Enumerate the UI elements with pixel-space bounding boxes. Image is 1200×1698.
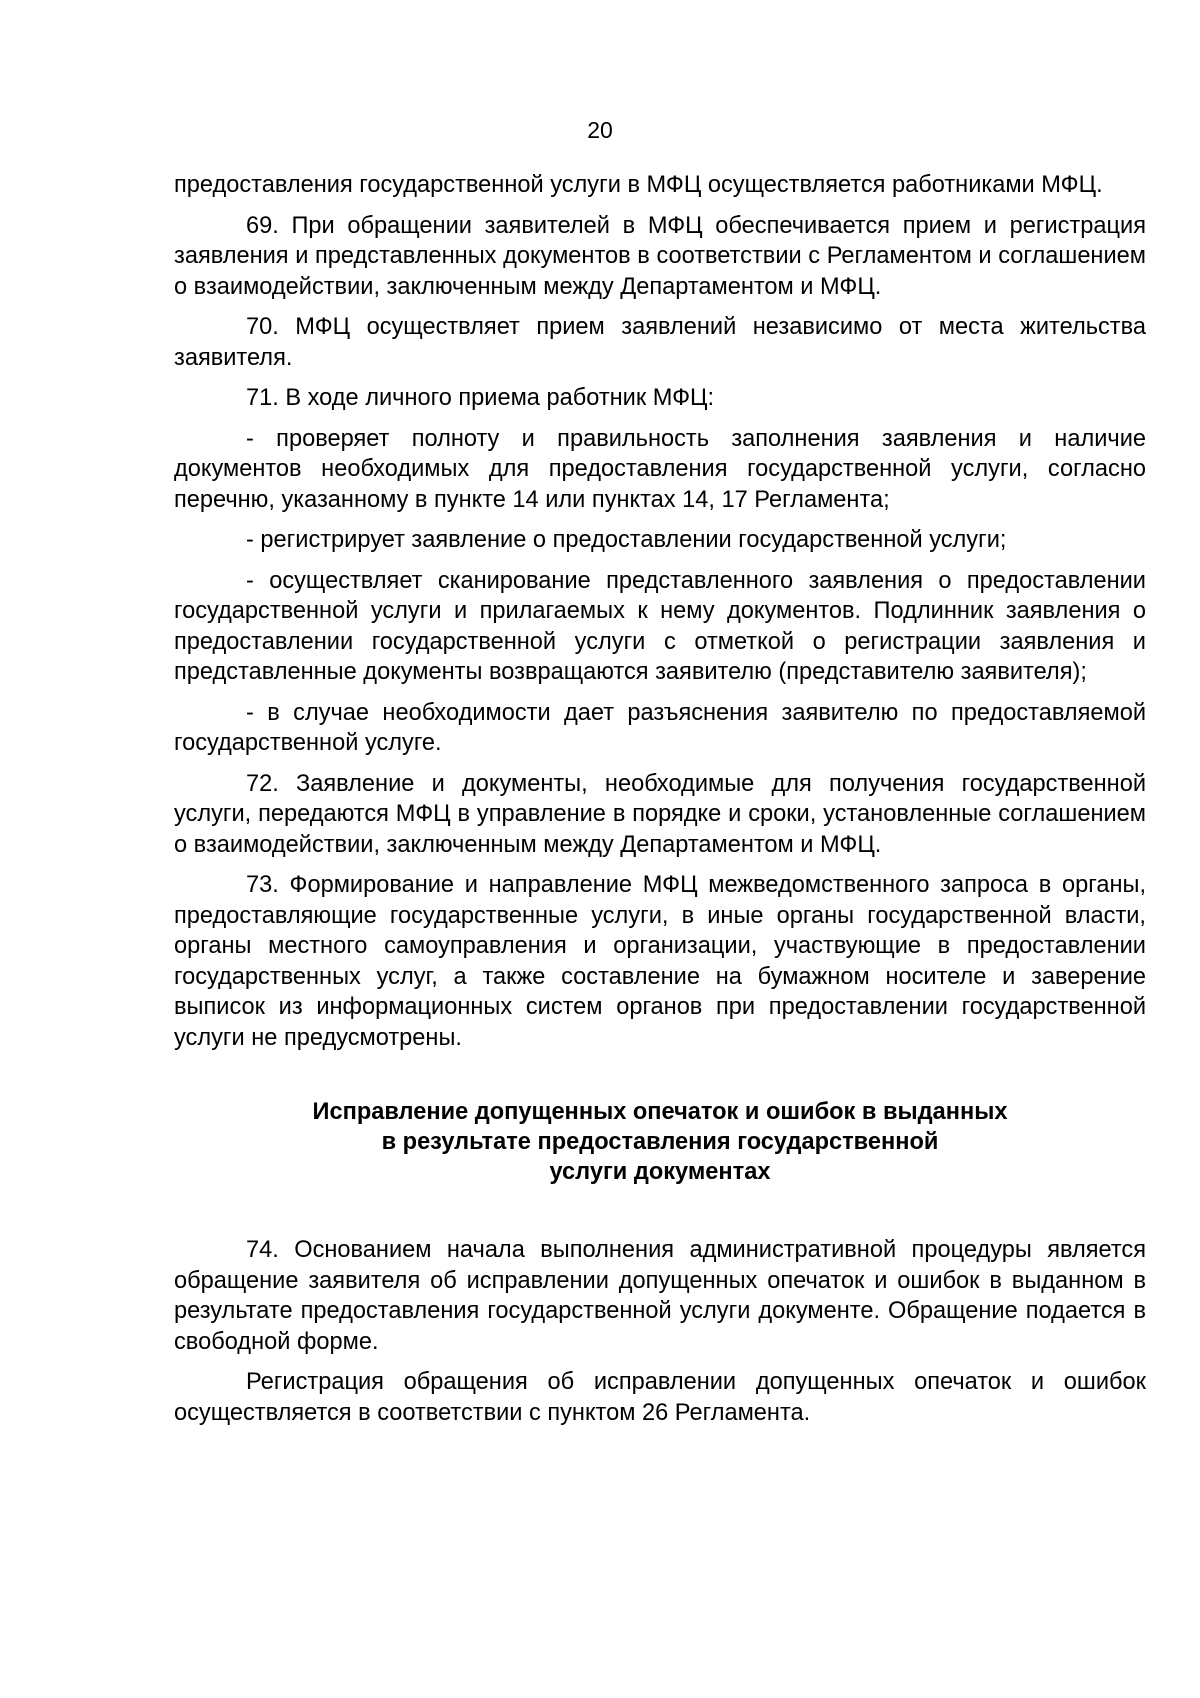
paragraph-69: 69. При обращении заявителей в МФЦ обеспечивается прием и регистрация заявления и представленных документов в соответствии с Регламентом и соглашением о взаимодействии, заключенным между Департаментом и МФЦ. (174, 212, 1146, 300)
list-item-explain: - в случае необходимости дает разъяснения заявителю по предоставляемой государственной услуге. (174, 699, 1146, 756)
paragraph-continuation: предоставления государственной услуги в МФЦ осуществляется работниками МФЦ. (174, 172, 1103, 198)
paragraph-71: 71. В ходе личного приема работник МФЦ: (246, 385, 715, 411)
page-number: 20 (587, 117, 613, 143)
section-heading-line-3: услуги документах (549, 1159, 771, 1185)
section-heading-line-1: Исправление допущенных опечаток и ошибок в выданных (312, 1099, 1008, 1125)
paragraph-74: 74. Основанием начала выполнения административной процедуры является обращение заявителя об исправлении допущенных опечаток и ошибок в выданном в результате предоставления государственной услуги документе. Обращение подается в свободной форме. (174, 1237, 1146, 1355)
list-item-check-completeness: - проверяет полноту и правильность заполнения заявления и наличие документов необходимых для предоставления государственной услуги, согласно перечню, указанному в пункте 14 или пунктах 14, 17 Регламента; (174, 425, 1146, 513)
section-heading (174, 1097, 1146, 1187)
list-item-register: - регистрирует заявление о предоставлении государственной услуги; (246, 527, 1007, 553)
document-body (174, 170, 1146, 1438)
section-heading-line-2: в результате предоставления государственной (381, 1129, 939, 1155)
list-item-scan: - осуществляет сканирование представленного заявления о предоставлении государственной услуги и прилагаемых к нему документов. Подлинник заявления о предоставлении государственной услуги с отметкой о регистрации заявления и представленные документы возвращаются заявителю (представителю заявителя); (174, 567, 1146, 685)
paragraph-registration: Регистрация обращения об исправлении допущенных опечаток и ошибок осуществляется в соответствии с пунктом 26 Регламента. (174, 1369, 1146, 1426)
paragraph-70: 70. МФЦ осуществляет прием заявлений независимо от места жительства заявителя. (174, 314, 1146, 371)
paragraph-72: 72. Заявление и документы, необходимые для получения государственной услуги, передаются МФЦ в управление в порядке и сроки, установленные соглашением о взаимодействии, заключенным между Департаментом и МФЦ. (174, 770, 1146, 858)
paragraph-73: 73. Формирование и направление МФЦ межведомственного запроса в органы, предоставляющие государственные услуги, в иные органы государственной власти, органы местного самоуправления и организации, участвующие в предоставлении государственных услуг, а также составление на бумажном носителе и заверение выписок из информационных систем органов при предоставлении государственной услуги не предусмотрены. (174, 872, 1146, 1051)
